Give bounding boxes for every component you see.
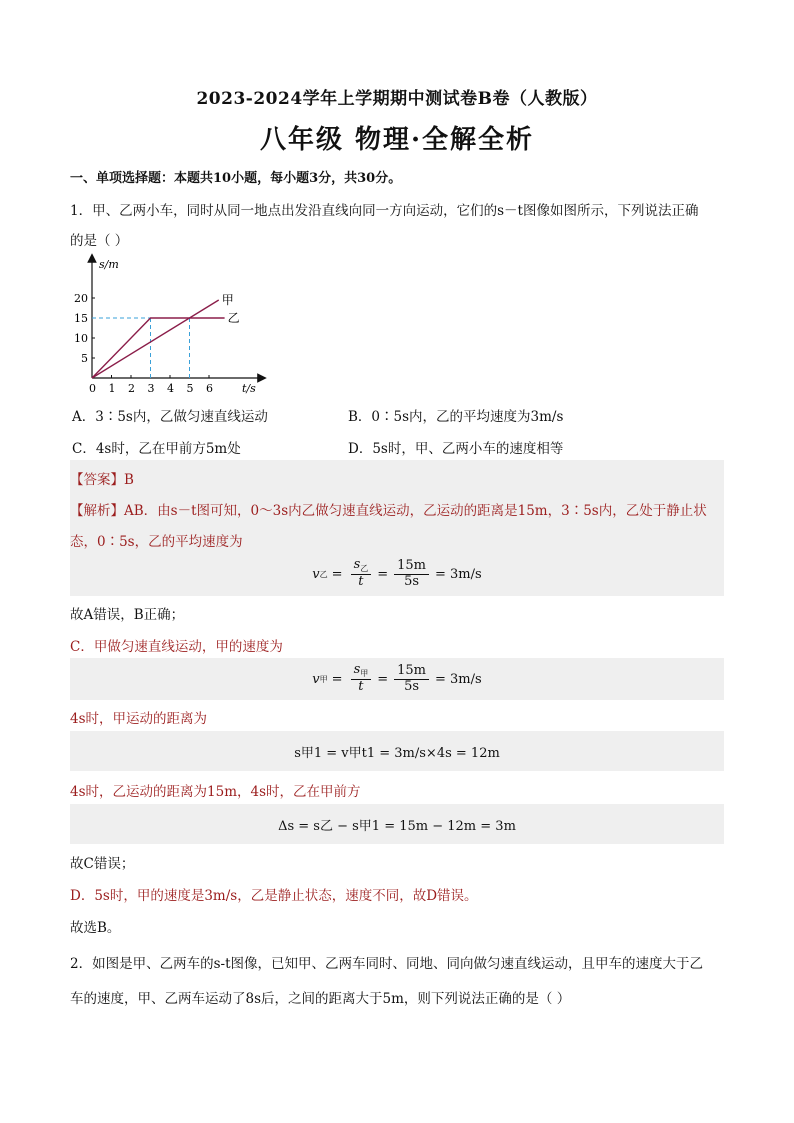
series-label: 乙 — [227, 311, 240, 325]
formula-v-jia: v 甲 = $\frac{s_甲}{t}$ = $\frac{15m}{5s}$ = 3m/s — [70, 658, 724, 700]
y-tick-label: 5 — [81, 352, 88, 365]
formula-v-yi: v 乙 = $\frac{s_乙}{t}$ = $\frac{15m}{5s}$ = 3m/s — [312, 557, 482, 589]
x-tick-label: 1 — [108, 382, 116, 395]
x-tick-label: 4 — [167, 382, 174, 395]
q1-analysis-line9: 故选B。 — [70, 920, 121, 936]
y-axis-label: s/m — [99, 258, 119, 271]
q1-stem-line2: 的是（ ） — [70, 233, 129, 249]
q2-stem-line2: 车的速度，甲、乙两车运动了8s后，之间的距离大于5m，则下列说法正确的是（ ） — [70, 991, 571, 1007]
q1-analysis-line2: 态，0∶5s，乙的平均速度为 — [70, 534, 243, 550]
q1-option-b: B．0∶5s内，乙的平均速度为3m/s — [348, 409, 564, 425]
y-tick-label: 10 — [74, 332, 88, 345]
exam-subtitle: 八年级 物理·全解全析 — [259, 125, 535, 155]
formula-delta-s: Δs = s乙 − s甲1 = 15m − 12m = 3m — [70, 804, 724, 844]
formula-s-jia1: s甲1 = v甲t1 = 3m/s×4s = 12m — [70, 731, 724, 771]
q1-analysis-line4: C．甲做匀速直线运动，甲的速度为 — [70, 639, 283, 655]
x-tick-label: 0 — [89, 382, 96, 395]
q2-stem-line1: 2．如图是甲、乙两车的s-t图像，已知甲、乙两车同时、同地、同向做匀速直线运动，且甲车的速度大于乙 — [70, 956, 704, 972]
x-tick-label: 6 — [206, 382, 213, 395]
series-line-甲 — [92, 300, 219, 378]
q1-analysis-line8: D．5s时，甲的速度是3m/s，乙是静止状态，速度不同，故D错误。 — [70, 888, 478, 904]
q1-analysis-line6: 4s时，乙运动的距离为15m，4s时，乙在甲前方 — [70, 784, 361, 800]
q1-option-a: A．3∶5s内，乙做匀速直线运动 — [72, 409, 268, 425]
q1-answer: 【答案】B — [70, 472, 134, 488]
q1-analysis-line1: 【解析】AB．由s－t图可知，0～3s内乙做匀速直线运动，乙运动的距离是15m，3∶5s内，乙处于静止状 — [70, 503, 707, 519]
series-label: 甲 — [221, 293, 234, 307]
q1-analysis-line5: 4s时，甲运动的距离为 — [70, 711, 208, 727]
exam-title: 2023-2024学年上学期期中测试卷B卷（人教版） — [196, 89, 598, 109]
x-tick-label: 3 — [147, 382, 155, 395]
q1-analysis-line3: 故A错误，B正确； — [70, 607, 185, 623]
x-axis-label: t/s — [242, 382, 256, 395]
x-tick-label: 5 — [186, 382, 194, 395]
q1-option-d: D．5s时，甲、乙两小车的速度相等 — [348, 441, 564, 457]
q1-stem-line1: 1．甲、乙两小车，同时从同一地点出发沿直线向同一方向运动，它们的s－t图像如图所示，下列说法正确 — [70, 203, 699, 219]
y-tick-label: 15 — [74, 312, 88, 325]
y-tick-label: 20 — [74, 292, 88, 305]
series-line-乙 — [92, 318, 225, 378]
x-tick-label: 2 — [128, 382, 135, 395]
section-header: 一、单项选择题：本题共10小题，每小题3分，共30分。 — [70, 171, 402, 186]
st-chart — [66, 252, 276, 402]
q1-option-c: C．4s时，乙在甲前方5m处 — [72, 441, 241, 457]
q1-analysis-line7: 故C错误； — [70, 856, 135, 872]
